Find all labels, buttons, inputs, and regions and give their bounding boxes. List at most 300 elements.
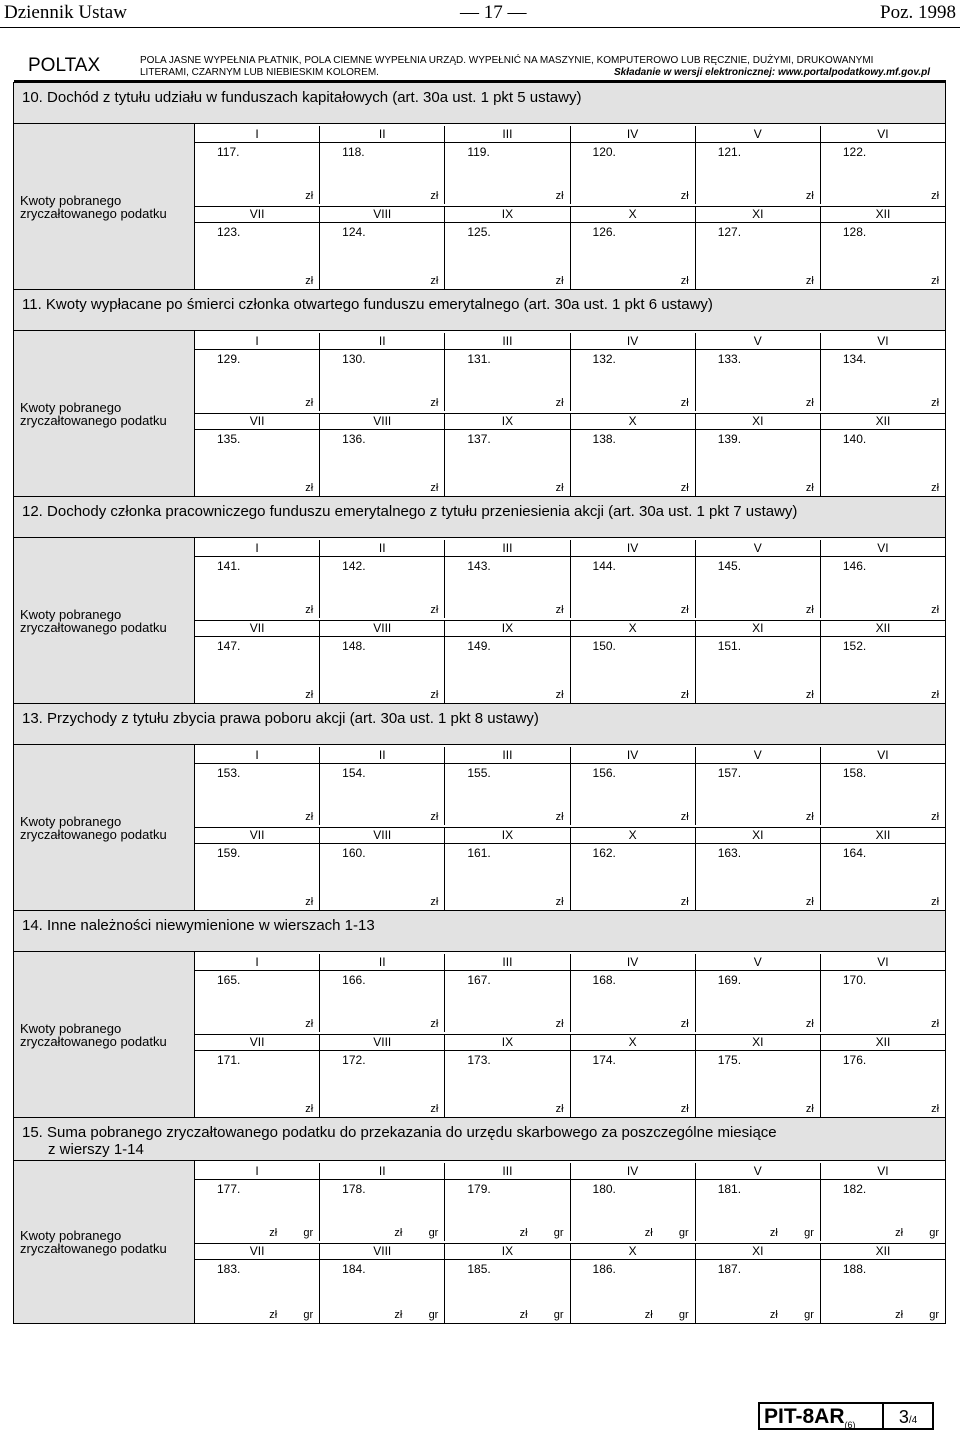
unit-zl: zł — [305, 811, 314, 823]
amount-field[interactable] — [570, 970, 695, 1032]
month-label: XI — [695, 1034, 820, 1050]
field-number: 144. — [592, 559, 616, 573]
unit-zl: zł — [555, 896, 564, 908]
section-11 — [13, 289, 946, 497]
month-label: VIII — [319, 413, 444, 429]
amount-field[interactable] — [195, 349, 319, 411]
section-title — [14, 1117, 945, 1161]
month-label: VIII — [319, 1243, 444, 1259]
unit-zl: zł — [680, 689, 689, 701]
amount-field[interactable] — [444, 1050, 569, 1117]
unit-zl: zł — [430, 190, 439, 202]
header-rule — [0, 27, 960, 28]
amount-field[interactable] — [570, 763, 695, 825]
row-label: Kwoty pobranego zryczałtowanego podatku — [14, 538, 195, 703]
amount-field[interactable] — [195, 142, 319, 204]
month-label: IX — [444, 413, 569, 429]
amount-row — [195, 763, 945, 825]
unit-zl: zł — [644, 1309, 653, 1321]
amount-field[interactable] — [195, 843, 319, 910]
unit-zl: zł — [769, 1309, 778, 1321]
month-grid — [195, 1161, 945, 1323]
field-number: 135. — [217, 432, 241, 446]
month-header-row — [195, 1163, 945, 1179]
amount-field[interactable] — [319, 1050, 444, 1117]
month-label: IV — [570, 333, 695, 349]
amount-field[interactable] — [695, 763, 820, 825]
amount-field[interactable] — [695, 843, 820, 910]
unit-zl: zł — [430, 275, 439, 287]
month-header-row — [195, 954, 945, 970]
field-number: 152. — [842, 639, 867, 653]
month-label: V — [695, 954, 820, 970]
month-label: V — [695, 333, 820, 349]
unit-zl: zł — [430, 896, 439, 908]
month-label: IV — [570, 954, 695, 970]
amount-field[interactable] — [319, 556, 444, 618]
field-number: 145. — [717, 559, 742, 573]
brand-label: POLTAX — [28, 55, 101, 76]
unit-zl: zł — [895, 1227, 904, 1239]
amount-field[interactable] — [570, 142, 695, 204]
unit-gr: gr — [428, 1309, 439, 1321]
month-grid — [195, 745, 945, 910]
amount-field[interactable] — [695, 556, 820, 618]
month-label: VI — [820, 954, 945, 970]
field-number: 183. — [217, 1262, 241, 1276]
section-title-text: 15. Suma pobranego zryczałtowanego podatku do przekazania do urzędu skarbowego za poszczególne miesiące — [22, 1124, 777, 1141]
amount-field[interactable] — [195, 556, 319, 618]
month-label: III — [444, 747, 569, 763]
month-label: IX — [444, 206, 569, 222]
amount-field[interactable] — [820, 843, 945, 910]
field-number: 158. — [842, 766, 867, 780]
month-label: X — [570, 1034, 695, 1050]
section-title-text: 10. Dochód z tytułu udziału w funduszach kapitałowych (art. 30a ust. 1 pkt 5 ustawy) — [22, 89, 582, 106]
month-grid — [195, 538, 945, 703]
amount-field[interactable] — [319, 843, 444, 910]
amount-field[interactable] — [695, 970, 820, 1032]
unit-zl: zł — [305, 482, 314, 494]
field-number: 122. — [842, 145, 867, 159]
month-label: XI — [695, 1243, 820, 1259]
field-number: 141. — [217, 559, 241, 573]
unit-zl: zł — [805, 397, 814, 409]
month-label: VI — [820, 333, 945, 349]
amount-field[interactable] — [444, 429, 569, 496]
amount-field[interactable] — [695, 429, 820, 496]
month-label: II — [319, 954, 444, 970]
unit-zl: zł — [931, 397, 940, 409]
amount-row — [195, 1259, 945, 1323]
month-label: IV — [570, 747, 695, 763]
unit-zl: zł — [269, 1309, 278, 1321]
amount-row — [195, 970, 945, 1032]
amount-field[interactable] — [570, 429, 695, 496]
month-label: II — [319, 747, 444, 763]
month-header-row — [195, 206, 945, 222]
amount-field[interactable] — [444, 142, 569, 204]
unit-zl: zł — [430, 811, 439, 823]
amount-field[interactable] — [820, 636, 945, 703]
amount-field[interactable] — [319, 429, 444, 496]
month-label: IV — [570, 540, 695, 556]
field-number: 132. — [592, 352, 616, 366]
amount-field[interactable] — [444, 222, 569, 289]
month-label: V — [695, 540, 820, 556]
amount-field[interactable] — [195, 636, 319, 703]
unit-zl: zł — [931, 811, 940, 823]
row-label: Kwoty pobranego zryczałtowanego podatku — [14, 952, 195, 1117]
month-label: IV — [570, 1163, 695, 1179]
section-body — [14, 538, 945, 703]
amount-field[interactable] — [444, 636, 569, 703]
month-label: X — [570, 1243, 695, 1259]
amount-field[interactable] — [319, 142, 444, 204]
field-number: 164. — [842, 846, 867, 860]
field-number: 184. — [342, 1262, 366, 1276]
amount-field[interactable] — [444, 1179, 569, 1241]
unit-zl: zł — [680, 275, 689, 287]
amount-field[interactable] — [195, 1050, 319, 1117]
unit-zl: zł — [931, 1103, 940, 1115]
month-label: XII — [820, 206, 945, 222]
field-number: 131. — [467, 352, 491, 366]
amount-field[interactable] — [695, 142, 820, 204]
amount-field[interactable] — [695, 349, 820, 411]
field-number: 173. — [467, 1053, 491, 1067]
field-number: 140. — [842, 432, 867, 446]
field-number: 179. — [467, 1182, 491, 1196]
unit-zl: zł — [555, 482, 564, 494]
section-13 — [13, 703, 946, 911]
unit-zl: zł — [430, 397, 439, 409]
month-label: I — [255, 955, 259, 969]
month-label: I — [255, 541, 259, 555]
section-body — [14, 952, 945, 1117]
amount-field[interactable] — [444, 843, 569, 910]
field-number: 168. — [592, 973, 616, 987]
amount-field[interactable] — [570, 222, 695, 289]
field-number: 150. — [592, 639, 616, 653]
amount-field[interactable] — [444, 763, 569, 825]
amount-field[interactable] — [570, 1179, 695, 1241]
amount-field[interactable] — [820, 556, 945, 618]
month-label: VII — [249, 414, 265, 428]
month-label: XI — [695, 413, 820, 429]
unit-zl: zł — [769, 1227, 778, 1239]
field-number: 120. — [592, 145, 616, 159]
month-header-row — [195, 620, 945, 636]
unit-zl: zł — [895, 1309, 904, 1321]
page-header — [0, 0, 960, 26]
unit-gr: gr — [303, 1227, 314, 1239]
field-number: 159. — [217, 846, 241, 860]
field-number: 125. — [467, 225, 491, 239]
unit-gr: gr — [553, 1309, 564, 1321]
amount-field[interactable] — [695, 1259, 820, 1323]
field-number: 177. — [217, 1182, 241, 1196]
field-number: 137. — [467, 432, 491, 446]
amount-field[interactable] — [319, 636, 444, 703]
section-body — [14, 331, 945, 496]
unit-zl: zł — [931, 896, 940, 908]
amount-field[interactable] — [820, 970, 945, 1032]
month-label: III — [444, 126, 569, 142]
unit-zl: zł — [931, 482, 940, 494]
amount-field[interactable] — [444, 970, 569, 1032]
field-number: 156. — [592, 766, 616, 780]
month-label: VIII — [319, 206, 444, 222]
amount-field[interactable] — [319, 1179, 444, 1241]
field-number: 136. — [342, 432, 366, 446]
amount-field[interactable] — [820, 142, 945, 204]
amount-row — [195, 142, 945, 204]
section-14 — [13, 910, 946, 1118]
unit-zl: zł — [305, 275, 314, 287]
amount-field[interactable] — [820, 349, 945, 411]
month-label: V — [695, 1163, 820, 1179]
amount-field[interactable] — [695, 1179, 820, 1241]
unit-gr: gr — [929, 1309, 940, 1321]
month-label: X — [570, 206, 695, 222]
unit-zl: zł — [680, 190, 689, 202]
month-header-row — [195, 413, 945, 429]
unit-zl: zł — [394, 1309, 403, 1321]
month-label: VII — [249, 1035, 265, 1049]
amount-field[interactable] — [319, 1259, 444, 1323]
month-header-row — [195, 747, 945, 763]
section-12 — [13, 496, 946, 704]
month-label: II — [319, 540, 444, 556]
amount-field[interactable] — [444, 1259, 569, 1323]
amount-field[interactable] — [195, 1259, 319, 1323]
position-number: Poz. 1998 — [880, 2, 956, 23]
field-number: 176. — [842, 1053, 867, 1067]
unit-zl: zł — [430, 1018, 439, 1030]
unit-zl: zł — [680, 604, 689, 616]
field-number: 117. — [217, 145, 240, 159]
amount-field[interactable] — [319, 349, 444, 411]
field-number: 167. — [467, 973, 491, 987]
section-title-text-2: z wierszy 1-14 — [48, 1141, 144, 1158]
unit-zl: zł — [394, 1227, 403, 1239]
unit-zl: zł — [555, 1103, 564, 1115]
field-number: 160. — [342, 846, 366, 860]
unit-gr: gr — [678, 1227, 689, 1239]
unit-zl: zł — [680, 1103, 689, 1115]
field-number: 119. — [467, 145, 490, 159]
form-code-label: PIT-8AR — [764, 1405, 845, 1428]
amount-field[interactable] — [195, 1179, 319, 1241]
amount-field[interactable] — [820, 222, 945, 289]
amount-field[interactable] — [820, 763, 945, 825]
unit-zl: zł — [680, 482, 689, 494]
month-label: IV — [570, 126, 695, 142]
amount-field[interactable] — [195, 763, 319, 825]
amount-field[interactable] — [444, 556, 569, 618]
field-number: 169. — [717, 973, 742, 987]
unit-zl: zł — [555, 811, 564, 823]
unit-zl: zł — [931, 275, 940, 287]
unit-zl: zł — [430, 689, 439, 701]
page-number: — 17 — — [460, 2, 527, 23]
amount-row — [195, 349, 945, 411]
instruction-line-1: POLA JASNE WYPEŁNIA PŁATNIK, POLA CIEMNE WYPEŁNIA URZĄD. WYPEŁNIĆ NA MASZYNIE, KOMPUTEROWO LUB RĘCZNIE, DUŻYMI, DRUKOWANYMI — [140, 55, 874, 66]
amount-field[interactable] — [570, 1050, 695, 1117]
field-number: 155. — [467, 766, 491, 780]
amount-field[interactable] — [570, 636, 695, 703]
unit-zl: zł — [430, 604, 439, 616]
amount-field[interactable] — [570, 556, 695, 618]
month-label: X — [570, 620, 695, 636]
amount-field[interactable] — [319, 763, 444, 825]
form-code — [760, 1404, 884, 1431]
month-label: VIII — [319, 620, 444, 636]
month-grid — [195, 124, 945, 289]
unit-gr: gr — [428, 1227, 439, 1239]
amount-field[interactable] — [820, 1259, 945, 1323]
amount-field[interactable] — [570, 349, 695, 411]
field-number: 134. — [842, 352, 867, 366]
field-number: 124. — [342, 225, 366, 239]
month-header-row — [195, 333, 945, 349]
unit-zl: zł — [519, 1309, 528, 1321]
unit-zl: zł — [305, 689, 314, 701]
unit-zl: zł — [931, 1018, 940, 1030]
field-number: 181. — [717, 1182, 742, 1196]
month-label: VII — [249, 828, 265, 842]
section-15 — [13, 1117, 946, 1324]
amount-field[interactable] — [820, 1050, 945, 1117]
section-title — [14, 82, 945, 124]
month-label: IX — [444, 827, 569, 843]
amount-row — [195, 1050, 945, 1117]
month-label: III — [444, 954, 569, 970]
month-header-row — [195, 126, 945, 142]
field-number: 154. — [342, 766, 366, 780]
unit-zl: zł — [680, 397, 689, 409]
field-number: 174. — [592, 1053, 616, 1067]
field-number: 130. — [342, 352, 366, 366]
unit-zl: zł — [805, 1018, 814, 1030]
page-current: 3 — [898, 1407, 909, 1427]
unit-zl: zł — [305, 1018, 314, 1030]
unit-zl: zł — [805, 689, 814, 701]
amount-field[interactable] — [820, 1179, 945, 1241]
amount-field[interactable] — [695, 636, 820, 703]
month-label: VII — [249, 621, 265, 635]
amount-field[interactable] — [319, 222, 444, 289]
field-number: 185. — [467, 1262, 491, 1276]
amount-field[interactable] — [195, 222, 319, 289]
field-number: 157. — [717, 766, 742, 780]
field-number: 180. — [592, 1182, 616, 1196]
month-label: XII — [820, 413, 945, 429]
month-label: I — [255, 1164, 259, 1178]
unit-zl: zł — [430, 482, 439, 494]
amount-field[interactable] — [195, 970, 319, 1032]
month-label: I — [255, 748, 259, 762]
field-number: 187. — [717, 1262, 742, 1276]
unit-zl: zł — [680, 811, 689, 823]
unit-zl: zł — [555, 689, 564, 701]
section-title-text: 14. Inne należności niewymienione w wierszach 1-13 — [22, 917, 375, 934]
unit-gr: gr — [553, 1227, 564, 1239]
field-number: 138. — [592, 432, 616, 446]
field-number: 161. — [467, 846, 491, 860]
field-number: 171. — [217, 1053, 241, 1067]
field-number: 121. — [717, 145, 742, 159]
unit-zl: zł — [805, 811, 814, 823]
section-title — [14, 910, 945, 952]
field-number: 182. — [842, 1182, 867, 1196]
row-label: Kwoty pobranego zryczałtowanego podatku — [14, 745, 195, 910]
section-title — [14, 496, 945, 538]
month-label: III — [444, 333, 569, 349]
row-label: Kwoty pobranego zryczałtowanego podatku — [14, 1161, 195, 1323]
field-number: 142. — [342, 559, 366, 573]
field-number: 175. — [717, 1053, 742, 1067]
section-body — [14, 745, 945, 910]
amount-field[interactable] — [695, 222, 820, 289]
unit-zl: zł — [931, 689, 940, 701]
field-number: 143. — [467, 559, 491, 573]
unit-zl: zł — [555, 604, 564, 616]
amount-field[interactable] — [319, 970, 444, 1032]
unit-gr: gr — [303, 1309, 314, 1321]
month-label: II — [319, 333, 444, 349]
amount-field[interactable] — [695, 1050, 820, 1117]
amount-field[interactable] — [820, 429, 945, 496]
section-body — [14, 1161, 945, 1323]
amount-field[interactable] — [195, 429, 319, 496]
amount-field[interactable] — [444, 349, 569, 411]
month-label: VII — [249, 207, 265, 221]
unit-zl: zł — [805, 1103, 814, 1115]
unit-gr: gr — [929, 1227, 940, 1239]
field-number: 166. — [342, 973, 366, 987]
month-label: II — [319, 1163, 444, 1179]
unit-zl: zł — [555, 190, 564, 202]
row-label: Kwoty pobranego zryczałtowanego podatku — [14, 124, 195, 289]
field-number: 127. — [717, 225, 742, 239]
amount-field[interactable] — [570, 843, 695, 910]
month-label: IX — [444, 1243, 569, 1259]
section-title-text: 13. Przychody z tytułu zbycia prawa poboru akcji (art. 30a ust. 1 pkt 8 ustawy) — [22, 710, 539, 727]
form-footer — [758, 1402, 934, 1430]
unit-zl: zł — [305, 1103, 314, 1115]
field-number: 149. — [467, 639, 491, 653]
unit-zl: zł — [305, 397, 314, 409]
month-label: IX — [444, 620, 569, 636]
unit-zl: zł — [555, 1018, 564, 1030]
unit-zl: zł — [931, 604, 940, 616]
month-label: VI — [820, 1163, 945, 1179]
month-label: VIII — [319, 827, 444, 843]
field-number: 139. — [717, 432, 742, 446]
unit-zl: zł — [644, 1227, 653, 1239]
field-number: 178. — [342, 1182, 366, 1196]
field-number: 153. — [217, 766, 241, 780]
unit-zl: zł — [805, 896, 814, 908]
amount-field[interactable] — [570, 1259, 695, 1323]
month-label: X — [570, 827, 695, 843]
month-label: X — [570, 413, 695, 429]
field-number: 148. — [342, 639, 366, 653]
field-number: 163. — [717, 846, 742, 860]
month-label: I — [255, 334, 259, 348]
